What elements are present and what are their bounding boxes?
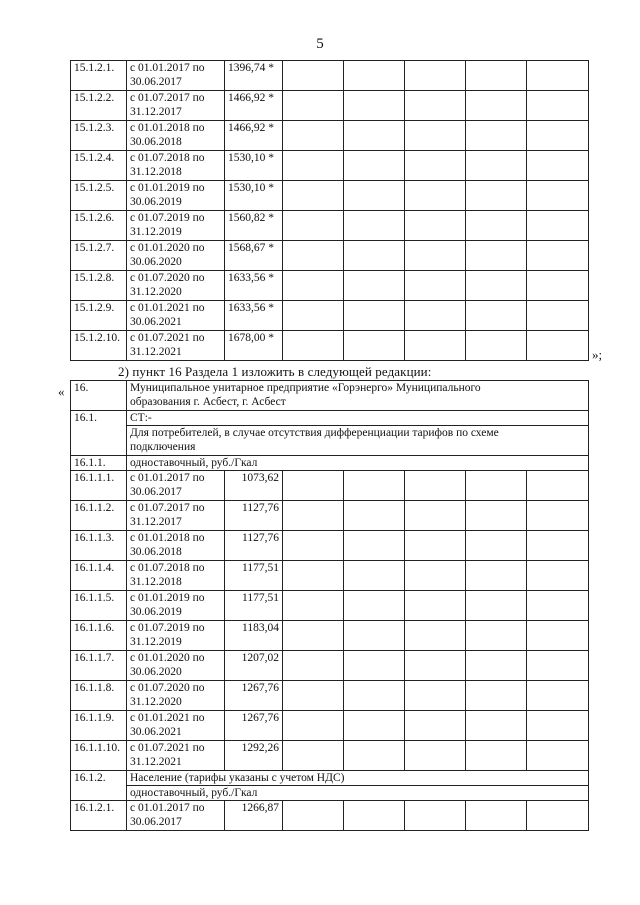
- period-end: 30.06.2017: [130, 76, 182, 88]
- period-end: 30.06.2018: [130, 546, 182, 558]
- row-code: 15.1.2.3.: [71, 121, 127, 151]
- table-row: [71, 501, 589, 531]
- row-code: 16.1.1.8.: [71, 681, 127, 711]
- table-row: [71, 591, 589, 621]
- section-header-row: [71, 381, 589, 411]
- empty-cell: [283, 241, 344, 271]
- empty-cell: [283, 121, 344, 151]
- population-section: [71, 771, 589, 831]
- row-period: [127, 61, 225, 91]
- period-start: с 01.07.2021 по: [130, 332, 205, 344]
- period-end: 31.12.2020: [130, 286, 182, 298]
- table-row: [71, 531, 589, 561]
- empty-cell: [466, 621, 527, 651]
- row-code: 15.1.2.5.: [71, 181, 127, 211]
- empty-cell: [466, 561, 527, 591]
- empty-cell: [466, 681, 527, 711]
- empty-cell: [466, 591, 527, 621]
- row-period: [127, 711, 225, 741]
- tariff-table-16-rows: [71, 471, 589, 771]
- period-end: 31.12.2017: [130, 516, 182, 528]
- table-row: [71, 181, 589, 211]
- empty-cell: [283, 181, 344, 211]
- row-code: 16.1.1.9.: [71, 711, 127, 741]
- empty-cell: [527, 301, 589, 331]
- row-value: 1177,51: [225, 561, 283, 591]
- empty-cell: [283, 271, 344, 301]
- empty-cell: [405, 271, 466, 301]
- ct-code: 16.1.: [71, 411, 127, 456]
- empty-cell: [527, 741, 589, 771]
- population-row: [71, 771, 589, 786]
- empty-cell: [405, 121, 466, 151]
- empty-cell: [283, 651, 344, 681]
- empty-cell: [466, 241, 527, 271]
- row-value: 1633,56 *: [225, 271, 283, 301]
- empty-cell: [283, 471, 344, 501]
- empty-cell: [527, 651, 589, 681]
- rate-row: [71, 456, 589, 471]
- empty-cell: [405, 151, 466, 181]
- tariff-table-16: [70, 380, 589, 831]
- empty-cell: [344, 331, 405, 361]
- row-code: 15.1.2.1.: [71, 61, 127, 91]
- row-code: 16.1.2.1.: [71, 801, 127, 831]
- empty-cell: [344, 301, 405, 331]
- empty-cell: [344, 741, 405, 771]
- period-start: с 01.01.2017 по: [130, 62, 205, 74]
- row-value: 1466,92 *: [225, 121, 283, 151]
- period-start: с 01.07.2019 по: [130, 622, 205, 634]
- empty-cell: [283, 501, 344, 531]
- closing-quote: »;: [592, 347, 603, 362]
- row-period: [127, 681, 225, 711]
- period-start: с 01.01.2018 по: [130, 532, 205, 544]
- period-end: 31.12.2019: [130, 636, 182, 648]
- period-start: с 01.07.2017 по: [130, 502, 205, 514]
- row-code: 15.1.2.7.: [71, 241, 127, 271]
- period-start: с 01.07.2021 по: [130, 742, 205, 754]
- empty-cell: [283, 561, 344, 591]
- empty-cell: [344, 561, 405, 591]
- period-start: с 01.07.2018 по: [130, 562, 205, 574]
- row-value: 1633,56 *: [225, 301, 283, 331]
- row-value: 1177,51: [225, 591, 283, 621]
- population-label: Население (тарифы указаны с учетом НДС): [127, 771, 589, 786]
- empty-cell: [405, 181, 466, 211]
- row-code: 15.1.2.9.: [71, 301, 127, 331]
- empty-cell: [466, 301, 527, 331]
- empty-cell: [466, 531, 527, 561]
- empty-cell: [466, 501, 527, 531]
- section-code: 16.: [71, 381, 127, 411]
- consumers-line2: подключения: [130, 441, 196, 453]
- period-end: 31.12.2021: [130, 346, 182, 358]
- empty-cell: [344, 61, 405, 91]
- empty-cell: [466, 61, 527, 91]
- empty-cell: [283, 531, 344, 561]
- row-value: 1266,87: [225, 801, 283, 831]
- row-period: [127, 801, 225, 831]
- empty-cell: [405, 331, 466, 361]
- empty-cell: [527, 121, 589, 151]
- empty-cell: [405, 241, 466, 271]
- row-code: 15.1.2.8.: [71, 271, 127, 301]
- row-code: 16.1.1.4.: [71, 561, 127, 591]
- row-period: [127, 501, 225, 531]
- tariff-table-15-body: [71, 61, 589, 361]
- row-value: 1267,76: [225, 711, 283, 741]
- empty-cell: [527, 711, 589, 741]
- table-row: [71, 711, 589, 741]
- empty-cell: [466, 741, 527, 771]
- empty-cell: [466, 651, 527, 681]
- row-value: 1466,92 *: [225, 91, 283, 121]
- row-value: 1530,10 *: [225, 181, 283, 211]
- empty-cell: [344, 531, 405, 561]
- empty-cell: [405, 301, 466, 331]
- row-value: 1267,76: [225, 681, 283, 711]
- period-end: 30.06.2021: [130, 316, 182, 328]
- empty-cell: [405, 711, 466, 741]
- empty-cell: [405, 591, 466, 621]
- empty-cell: [283, 211, 344, 241]
- empty-cell: [405, 501, 466, 531]
- row-value: 1292,26: [225, 741, 283, 771]
- empty-cell: [405, 531, 466, 561]
- empty-cell: [466, 471, 527, 501]
- row-period: [127, 241, 225, 271]
- empty-cell: [344, 711, 405, 741]
- empty-cell: [527, 61, 589, 91]
- empty-cell: [344, 91, 405, 121]
- organization-name: [127, 381, 589, 411]
- row-period: [127, 741, 225, 771]
- row-period: [127, 531, 225, 561]
- empty-cell: [466, 181, 527, 211]
- period-start: с 01.01.2017 по: [130, 472, 205, 484]
- empty-cell: [283, 331, 344, 361]
- tariff-table-16-body: [71, 381, 589, 471]
- empty-cell: [527, 151, 589, 181]
- empty-cell: [283, 681, 344, 711]
- consumers-label: [127, 426, 589, 456]
- empty-cell: [283, 151, 344, 181]
- table-row: [71, 241, 589, 271]
- period-end: 30.06.2018: [130, 136, 182, 148]
- empty-cell: [527, 801, 589, 831]
- rate-label: одноставочный, руб./Гкал: [127, 456, 589, 471]
- period-start: с 01.01.2019 по: [130, 592, 205, 604]
- period-end: 30.06.2021: [130, 726, 182, 738]
- period-end: 31.12.2017: [130, 106, 182, 118]
- empty-cell: [344, 591, 405, 621]
- empty-cell: [405, 91, 466, 121]
- row-code: 16.1.1.3.: [71, 531, 127, 561]
- row-code: 16.1.1.5.: [71, 591, 127, 621]
- table-row: [71, 681, 589, 711]
- empty-cell: [405, 61, 466, 91]
- row-value: 1568,67 *: [225, 241, 283, 271]
- empty-cell: [466, 121, 527, 151]
- empty-cell: [405, 471, 466, 501]
- row-period: [127, 591, 225, 621]
- period-start: с 01.01.2019 по: [130, 182, 205, 194]
- period-start: с 01.07.2018 по: [130, 152, 205, 164]
- empty-cell: [405, 651, 466, 681]
- consumers-row: [71, 426, 589, 456]
- empty-cell: [344, 471, 405, 501]
- population-code: 16.1.2.: [71, 771, 127, 801]
- table-row: [71, 151, 589, 181]
- period-start: с 01.07.2017 по: [130, 92, 205, 104]
- row-code: 16.1.1.2.: [71, 501, 127, 531]
- empty-cell: [405, 741, 466, 771]
- row-value: 1678,00 *: [225, 331, 283, 361]
- row-period: [127, 621, 225, 651]
- empty-cell: [344, 181, 405, 211]
- period-start: с 01.01.2021 по: [130, 302, 205, 314]
- opening-quote: «: [58, 384, 65, 399]
- empty-cell: [283, 741, 344, 771]
- amendment-instruction: 2) пункт 16 Раздела 1 изложить в следующей редакции:: [118, 364, 432, 379]
- row-code: 16.1.1.1.: [71, 471, 127, 501]
- empty-cell: [344, 621, 405, 651]
- row-period: [127, 181, 225, 211]
- organization-name-line2: образования г. Асбест, г. Асбест: [130, 396, 286, 408]
- empty-cell: [405, 801, 466, 831]
- row-period: [127, 121, 225, 151]
- period-end: 31.12.2018: [130, 166, 182, 178]
- population-rate-row: [71, 786, 589, 801]
- row-period: [127, 91, 225, 121]
- empty-cell: [527, 591, 589, 621]
- empty-cell: [283, 621, 344, 651]
- period-end: 31.12.2019: [130, 226, 182, 238]
- row-period: [127, 331, 225, 361]
- empty-cell: [527, 181, 589, 211]
- table-row: [71, 91, 589, 121]
- empty-cell: [527, 681, 589, 711]
- empty-cell: [344, 681, 405, 711]
- period-start: с 01.01.2017 по: [130, 802, 205, 814]
- empty-cell: [283, 91, 344, 121]
- table-row: [71, 801, 589, 831]
- empty-cell: [527, 241, 589, 271]
- table-row: [71, 61, 589, 91]
- empty-cell: [344, 211, 405, 241]
- table-row: [71, 621, 589, 651]
- empty-cell: [344, 501, 405, 531]
- empty-cell: [405, 681, 466, 711]
- empty-cell: [466, 151, 527, 181]
- row-value: 1183,04: [225, 621, 283, 651]
- row-period: [127, 211, 225, 241]
- period-start: с 01.01.2020 по: [130, 652, 205, 664]
- empty-cell: [344, 651, 405, 681]
- row-value: 1530,10 *: [225, 151, 283, 181]
- period-end: 31.12.2020: [130, 696, 182, 708]
- table-row: [71, 651, 589, 681]
- period-end: 30.06.2017: [130, 816, 182, 828]
- period-end: 30.06.2017: [130, 486, 182, 498]
- row-code: 16.1.1.6.: [71, 621, 127, 651]
- rate-code: 16.1.1.: [71, 456, 127, 471]
- empty-cell: [466, 331, 527, 361]
- empty-cell: [527, 561, 589, 591]
- empty-cell: [466, 711, 527, 741]
- row-period: [127, 301, 225, 331]
- row-value: 1560,82 *: [225, 211, 283, 241]
- period-start: с 01.01.2021 по: [130, 712, 205, 724]
- table-row: [71, 121, 589, 151]
- empty-cell: [405, 621, 466, 651]
- period-start: с 01.07.2020 по: [130, 272, 205, 284]
- empty-cell: [466, 801, 527, 831]
- row-value: 1396,74 *: [225, 61, 283, 91]
- table-row: [71, 331, 589, 361]
- tariff-table-15: [70, 60, 589, 361]
- empty-cell: [466, 271, 527, 301]
- row-period: [127, 271, 225, 301]
- table-row: [71, 211, 589, 241]
- empty-cell: [283, 301, 344, 331]
- empty-cell: [283, 591, 344, 621]
- row-value: 1127,76: [225, 501, 283, 531]
- row-code: 15.1.2.4.: [71, 151, 127, 181]
- empty-cell: [344, 271, 405, 301]
- population-rate-label: одноставочный, руб./Гкал: [127, 786, 589, 801]
- row-code: 15.1.2.10.: [71, 331, 127, 361]
- empty-cell: [527, 621, 589, 651]
- row-code: 15.1.2.2.: [71, 91, 127, 121]
- row-code: 16.1.1.7.: [71, 651, 127, 681]
- empty-cell: [283, 61, 344, 91]
- empty-cell: [405, 211, 466, 241]
- period-end: 31.12.2021: [130, 756, 182, 768]
- empty-cell: [527, 91, 589, 121]
- period-end: 30.06.2019: [130, 196, 182, 208]
- period-start: с 01.07.2019 по: [130, 212, 205, 224]
- period-start: с 01.07.2020 по: [130, 682, 205, 694]
- row-period: [127, 561, 225, 591]
- empty-cell: [344, 801, 405, 831]
- row-value: 1073,62: [225, 471, 283, 501]
- empty-cell: [283, 801, 344, 831]
- row-code: 16.1.1.10.: [71, 741, 127, 771]
- table-row: [71, 561, 589, 591]
- row-period: [127, 151, 225, 181]
- period-end: 30.06.2019: [130, 606, 182, 618]
- empty-cell: [344, 151, 405, 181]
- row-code: 15.1.2.6.: [71, 211, 127, 241]
- empty-cell: [466, 91, 527, 121]
- table-row: [71, 301, 589, 331]
- row-period: [127, 471, 225, 501]
- table-row: [71, 741, 589, 771]
- ct-row: [71, 411, 589, 426]
- table-row: [71, 471, 589, 501]
- row-value: 1127,76: [225, 531, 283, 561]
- empty-cell: [344, 121, 405, 151]
- period-start: с 01.01.2020 по: [130, 242, 205, 254]
- row-value: 1207,02: [225, 651, 283, 681]
- empty-cell: [283, 711, 344, 741]
- empty-cell: [527, 331, 589, 361]
- empty-cell: [527, 501, 589, 531]
- empty-cell: [527, 211, 589, 241]
- period-end: 31.12.2018: [130, 576, 182, 588]
- consumers-line1: Для потребителей, в случае отсутствия дифференциации тарифов по схеме: [130, 427, 499, 439]
- empty-cell: [466, 211, 527, 241]
- period-end: 30.06.2020: [130, 666, 182, 678]
- empty-cell: [527, 271, 589, 301]
- empty-cell: [527, 471, 589, 501]
- period-start: с 01.01.2018 по: [130, 122, 205, 134]
- page-number: 5: [316, 36, 324, 52]
- organization-name-line1: Муниципальное унитарное предприятие «Горэнерго» Муниципального: [130, 382, 481, 394]
- table-row: [71, 271, 589, 301]
- ct-label: СТ:-: [127, 411, 589, 426]
- empty-cell: [405, 561, 466, 591]
- period-end: 30.06.2020: [130, 256, 182, 268]
- row-period: [127, 651, 225, 681]
- empty-cell: [344, 241, 405, 271]
- empty-cell: [527, 531, 589, 561]
